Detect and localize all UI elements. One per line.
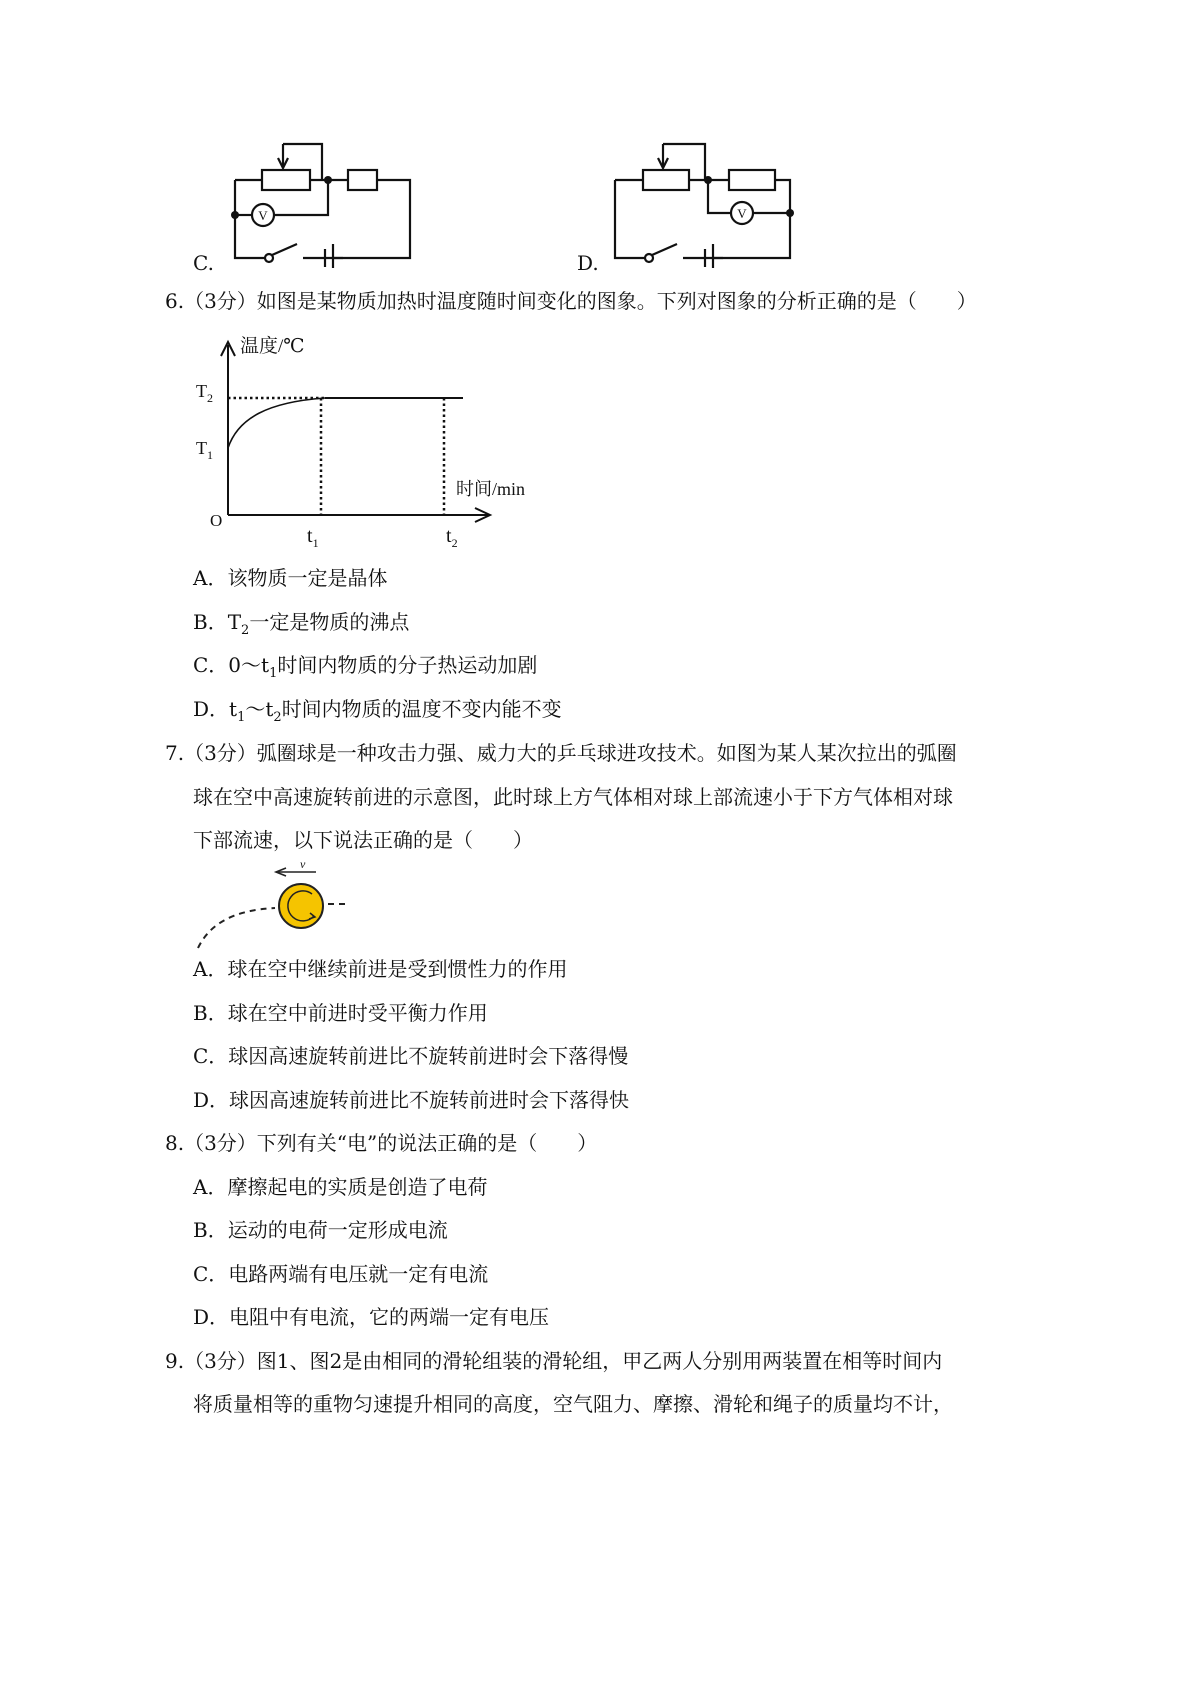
circuit-d-diagram	[605, 138, 805, 268]
t2-time-label: t	[446, 525, 452, 547]
origin-label: O	[210, 511, 223, 530]
svg-text:t2	[446, 525, 458, 550]
q8-stem: 8.（3分）下列有关“电”的说法正确的是（ ）	[165, 1131, 598, 1155]
velocity-label: v	[300, 858, 306, 871]
svg-text:T2	[196, 381, 213, 405]
q7-stem-line2: 球在空中高速旋转前进的示意图，此时球上方气体相对球上部流速小于下方气体相对球	[193, 785, 953, 809]
circuit-c-diagram	[225, 138, 425, 268]
q8-option-a: A．摩擦起电的实质是创造了电荷	[193, 1175, 488, 1199]
q9-stem-line1: 9.（3分）图1、图2是由相同的滑轮组装的滑轮组，甲乙两人分别用两装置在相等时间内	[165, 1349, 943, 1373]
voltmeter-symbol: V	[258, 208, 268, 223]
q6-option-c: C．$0\sim t_1$时间内物质的分子热运动加剧	[193, 653, 538, 681]
q6-option-a: A．该物质一定是晶体	[193, 566, 388, 590]
temperature-time-graph	[190, 330, 550, 555]
q8-option-b: B．运动的电荷一定形成电流	[193, 1218, 448, 1242]
x-axis-label: 时间/min	[456, 479, 526, 499]
option-d-label: D.	[577, 251, 599, 275]
option-c-label: C.	[193, 251, 214, 275]
t2-temp-sub: 2	[207, 391, 213, 405]
q6-option-b: B．$T_2$一定是物质的沸点	[193, 610, 410, 638]
t1-time-label: t	[307, 525, 313, 547]
q8-option-c: C．电路两端有电压就一定有电流	[193, 1262, 489, 1286]
q6-stem: 6.（3分）如图是某物质加热时温度随时间变化的图象。下列对图象的分析正确的是（ ）	[165, 289, 977, 313]
q7-stem-line3: 下部流速，以下说法正确的是（ ）	[193, 828, 533, 852]
t2-temp-label: T	[196, 381, 207, 401]
q7-option-a: A．球在空中继续前进是受到惯性力的作用	[193, 957, 568, 981]
q7-option-c: C．球因高速旋转前进比不旋转前进时会下落得慢	[193, 1044, 629, 1068]
q6-option-d: D．$t_1\sim t_2$时间内物质的温度不变内能不变	[193, 697, 562, 725]
t1-temp-label: T	[196, 438, 207, 458]
voltmeter-symbol: V	[737, 206, 747, 221]
loop-ball-diagram	[190, 858, 360, 953]
svg-text:t1	[307, 525, 319, 550]
q7-option-d: D．球因高速旋转前进比不旋转前进时会下落得快	[193, 1088, 630, 1112]
t2-time-sub: 2	[451, 536, 458, 550]
t1-temp-sub: 1	[207, 448, 213, 462]
q9-stem-line2: 将质量相等的重物匀速提升相同的高度，空气阻力、摩擦、滑轮和绳子的质量均不计，	[193, 1392, 953, 1416]
svg-text:T1	[196, 438, 213, 462]
q8-option-d: D．电阻中有电流，它的两端一定有电压	[193, 1305, 550, 1329]
y-axis-label: 温度/℃	[240, 336, 305, 357]
q7-option-b: B．球在空中前进时受平衡力作用	[193, 1001, 488, 1025]
t1-time-sub: 1	[312, 536, 319, 550]
q7-stem-line1: 7.（3分）弧圈球是一种攻击力强、威力大的乒乓球进攻技术。如图为某人某次拉出的弧圈	[165, 741, 957, 765]
